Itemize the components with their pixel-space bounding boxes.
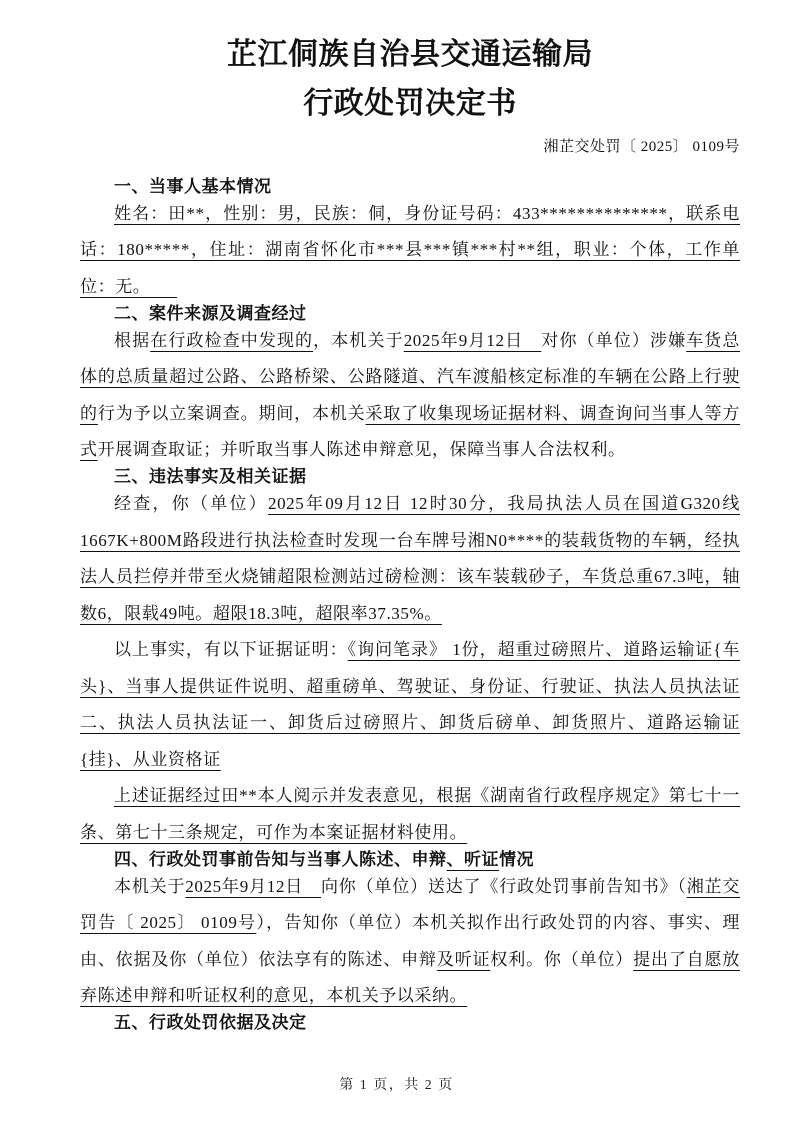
paragraph (80, 869, 740, 1015)
underlined-text: 车货总体的总质量超过公路、公路桥梁、公路隧道、汽车渡船核定标准的车辆在公路上行驶的 (80, 330, 740, 423)
underlined-text: 提出了自愿放弃陈述申辩和听证权利的意见，本机关予以采纳。 (80, 949, 740, 1005)
text: 以上事实，有以下证据证明： (114, 640, 348, 659)
text: 权利。你（单位） (490, 949, 634, 969)
text: 向你（单位）送达了《行政处罚事前告知书》（ (320, 876, 687, 896)
text: 三、违法事实及相关证据 (114, 467, 307, 486)
document-title-line2: 行政处罚决定书 (303, 87, 517, 120)
underlined-text: 2025年09月12日 12时30分，我局执法人员在国道G320线1667K+800M路段进行执法检查时发现一台车牌号湘N0****的装载货物的车辆，经执法人员拦停并带至火烧铺超限检测站过磅检测：该车装载砂子，车货总重67.3吨，轴数6，限载49吨。超限18.3吨，超限率37.35%。 (80, 494, 740, 623)
paragraph (80, 778, 740, 851)
text: 五、行政处罚依据及决定 (114, 1013, 307, 1032)
text: 开展调查取证；并听取当事人陈述申辩意见，保障当事人合法权利。 (97, 440, 626, 459)
text: 对你（单位）涉嫌 (541, 330, 687, 350)
text: 情况 (499, 849, 534, 869)
underlined-text: 姓名：田**，性别：男，民族：侗，身份证号码：433**************，联系电话：180*****，住址：湖南省怀化市***县***镇***村**组，职业：个体，工作单位：无。 (80, 203, 740, 296)
paragraph (80, 632, 740, 778)
underlined-text: 2025年9月12日 (403, 330, 542, 350)
text: 经查，你（单位） (114, 494, 268, 513)
paragraph (80, 323, 740, 469)
document-body (80, 169, 740, 1042)
text: 一、当事人基本情况 (114, 176, 272, 196)
text: 二、案件来源及调查经过 (114, 303, 307, 323)
paragraph (80, 486, 740, 632)
underlined-text: 2025年9月12日 (185, 876, 321, 896)
text: 行为予以立案调查。期间，本机关 (97, 403, 366, 423)
underlined-text: 湘芷交罚告〔 2025〕 0109号 (80, 876, 740, 932)
text: 四、行政处罚事前告知与当事人陈述、申辩 (114, 849, 447, 869)
underlined-text: 、听证 (446, 849, 499, 869)
paragraph (80, 196, 740, 306)
underlined-text: 在行政检查中发现的 (150, 330, 314, 350)
underlined-text: 及听证 (436, 949, 491, 969)
underlined-text: 《询问笔录》 1份，超重过磅照片、道路运输证{车头}、当事人提供证件说明、超重磅单、驾驶证、身份证、行驶证、执法人员执法证二、执法人员执法证一、卸货后过磅照片、卸货后磅单、卸货照片、道路运输证{挂}、从业资格证 (80, 640, 740, 769)
document-title-line1: 芷江侗族自治县交通运输局 (227, 38, 593, 71)
document-number: 湘芷交处罚〔 2025〕 0109号 (543, 139, 740, 155)
text: 本机关于 (114, 876, 186, 896)
text: ），告知你（单位）本机关拟作出行政处罚的内容、事实、理由、依据及你（单位）依法享有的陈述、申辩 (80, 913, 741, 969)
text: ，本机关于 (313, 330, 404, 350)
page-footer: 第 1 页，共 2 页 (339, 1078, 454, 1093)
underlined-text: 上述证据经过田**本人阅示并发表意见，根据《湖南省行政程序规定》第七十一条、第七十三条规定，可作为本案证据材料使用。 (80, 786, 740, 842)
text: 根据 (114, 330, 151, 350)
underlined-text: 采取了收集现场证据材料、调查询问当事人等方式 (80, 403, 741, 459)
